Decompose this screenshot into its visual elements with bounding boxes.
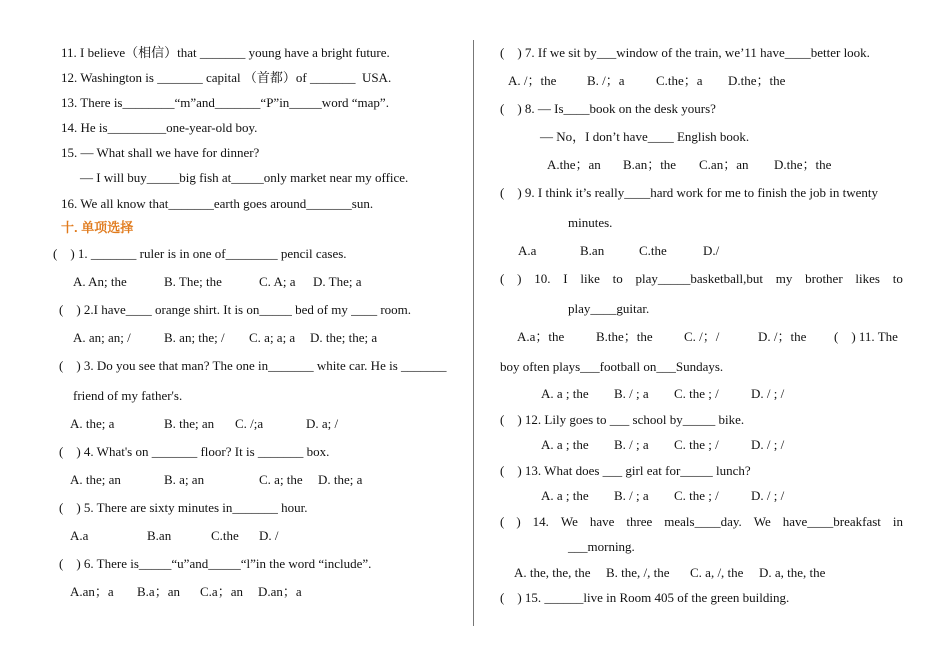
option: B. the; an bbox=[164, 416, 215, 431]
word: have____breakfast bbox=[782, 514, 881, 529]
word: We bbox=[560, 514, 578, 529]
option: D. / ; / bbox=[751, 386, 785, 401]
option: A.a bbox=[70, 528, 89, 543]
word: ) bbox=[516, 514, 521, 529]
question-11-stem: ( ) 11. The bbox=[834, 329, 898, 344]
option: B.an bbox=[147, 528, 172, 543]
word: likes bbox=[855, 271, 880, 286]
fill-item-16: 16. We all know that_______earth goes around_______sun. bbox=[61, 196, 374, 211]
question-15-stem: ( ) 15. ______live in Room 405 of the green building. bbox=[500, 590, 790, 605]
word: three bbox=[626, 514, 653, 529]
word: like bbox=[580, 271, 600, 286]
section-heading: 十. 单项选择 bbox=[61, 220, 134, 235]
word: 14. bbox=[532, 514, 549, 529]
word: play_____basketball,but bbox=[635, 271, 763, 286]
question-3-stem: ( ) 3. Do you see that man? The one in_______ white car. He is _______ bbox=[59, 358, 447, 373]
option: C. /；/ bbox=[684, 329, 720, 344]
question-14-stem bbox=[500, 514, 903, 530]
question-10-stem-continued: play____guitar. bbox=[568, 301, 650, 316]
fill-item-11: 11. I believe（相信）that _______ young have a bright future. bbox=[61, 45, 390, 60]
option: C.the bbox=[639, 243, 667, 258]
option: A.the；an bbox=[547, 157, 601, 172]
question-3-stem-continued: friend of my father's. bbox=[73, 388, 183, 403]
word: meals____day. bbox=[664, 514, 742, 529]
option: D. a; / bbox=[306, 416, 339, 431]
question-1-stem: ( ) 1. _______ ruler is in one of________ pencil cases. bbox=[53, 246, 347, 261]
question-6-stem: ( ) 6. There is_____“u”and_____“l”in the word “include”. bbox=[59, 556, 372, 571]
option: C.the；a bbox=[656, 73, 703, 88]
question-2-stem: ( ) 2.I have____ orange shirt. It is on_____ bed of my ____ room. bbox=[59, 302, 412, 317]
question-8-stem: ( ) 8. — Is____book on the desk yours? bbox=[500, 101, 716, 116]
word: in bbox=[892, 514, 903, 529]
question-10-stem bbox=[500, 271, 903, 287]
option: A. /；the bbox=[508, 73, 557, 88]
option: C.an；an bbox=[699, 157, 749, 172]
option: C. the ; / bbox=[674, 488, 719, 503]
option: A. a ; the bbox=[541, 437, 589, 452]
option: D. /；the bbox=[758, 329, 807, 344]
fill-item-15-answer: — I will buy_____big fish at_____only market near my office. bbox=[80, 170, 409, 185]
option: B. a; an bbox=[164, 472, 205, 487]
option: C. a, /, the bbox=[690, 565, 744, 580]
option: D.the；the bbox=[728, 73, 786, 88]
word: We bbox=[753, 514, 771, 529]
option: B.an bbox=[580, 243, 605, 258]
option: A.a bbox=[518, 243, 537, 258]
question-4-stem: ( ) 4. What's on _______ floor? It is _______ box. bbox=[59, 444, 330, 459]
option: A. a ; the bbox=[541, 386, 589, 401]
word: ( bbox=[500, 514, 505, 529]
option: B. the, /, the bbox=[606, 565, 670, 580]
option: D. a, the, the bbox=[759, 565, 826, 580]
option: B. The; the bbox=[164, 274, 222, 289]
word: brother bbox=[805, 271, 843, 286]
word: ) bbox=[517, 271, 522, 286]
option: D./ bbox=[703, 243, 720, 258]
fill-item-13: 13. There is________“m”and_______“P”in_____word “map”. bbox=[61, 95, 389, 110]
question-9-stem: ( ) 9. I think it’s really____hard work for me to finish the job in twenty bbox=[500, 185, 879, 200]
option: B.the；the bbox=[596, 329, 653, 344]
word: my bbox=[775, 271, 793, 286]
option: B.an；the bbox=[623, 157, 677, 172]
fill-item-14: 14. He is_________one-year-old boy. bbox=[61, 120, 258, 135]
option: B. / ; a bbox=[614, 488, 649, 503]
option: C. a; the bbox=[259, 472, 303, 487]
question-12-stem: ( ) 12. Lily goes to ___ school by_____ bike. bbox=[500, 412, 745, 427]
option: A. a ; the bbox=[541, 488, 589, 503]
question-11-stem-continued: boy often plays___football on___Sundays. bbox=[500, 359, 724, 374]
word: have bbox=[589, 514, 615, 529]
option: A.an；a bbox=[70, 584, 114, 599]
option: C. the ; / bbox=[674, 386, 719, 401]
option: B. an; the; / bbox=[164, 330, 225, 345]
word: I bbox=[563, 271, 568, 286]
fill-item-12: 12. Washington is _______ capital （首都）of _______ USA. bbox=[61, 70, 392, 85]
option: B. /；a bbox=[587, 73, 625, 88]
option: D. The; a bbox=[313, 274, 362, 289]
option: D. / ; / bbox=[751, 437, 785, 452]
option: B. / ; a bbox=[614, 437, 649, 452]
option: C. A; a bbox=[259, 274, 296, 289]
option: A. an; an; / bbox=[73, 330, 131, 345]
word: to bbox=[892, 271, 903, 286]
option: A.a；the bbox=[517, 329, 565, 344]
question-9-stem-continued: minutes. bbox=[568, 215, 613, 230]
option: D. the; a bbox=[318, 472, 363, 487]
option: A. An; the bbox=[73, 274, 127, 289]
question-5-stem: ( ) 5. There are sixty minutes in_______ hour. bbox=[59, 500, 308, 515]
option: C. a; a; a bbox=[249, 330, 296, 345]
option: D. the; the; a bbox=[310, 330, 378, 345]
option: A. the; a bbox=[70, 416, 115, 431]
option: A. the, the, the bbox=[514, 565, 591, 580]
fill-item-15: 15. — What shall we have for dinner? bbox=[61, 145, 260, 160]
option: B.a；an bbox=[137, 584, 180, 599]
option: B. / ; a bbox=[614, 386, 649, 401]
word: ( bbox=[500, 271, 505, 286]
option: D. / ; / bbox=[751, 488, 785, 503]
option: C. /;a bbox=[235, 416, 264, 431]
word: to bbox=[612, 271, 623, 286]
question-7-stem: ( ) 7. If we sit by___window of the train, we’11 have____better look. bbox=[500, 45, 870, 60]
word: 10. bbox=[534, 271, 551, 286]
option: D. / bbox=[259, 528, 279, 543]
option: C. the ; / bbox=[674, 437, 719, 452]
option: D.an；a bbox=[258, 584, 302, 599]
option: C.a；an bbox=[200, 584, 243, 599]
option: D.the；the bbox=[774, 157, 832, 172]
option: C.the bbox=[211, 528, 239, 543]
option: A. the; an bbox=[70, 472, 121, 487]
question-14-stem-continued: ___morning. bbox=[568, 539, 635, 554]
question-13-stem: ( ) 13. What does ___ girl eat for_____ lunch? bbox=[500, 463, 751, 478]
question-8-stem-continued: — No，I don’t have____ English book. bbox=[540, 129, 750, 144]
column-divider bbox=[473, 40, 474, 626]
